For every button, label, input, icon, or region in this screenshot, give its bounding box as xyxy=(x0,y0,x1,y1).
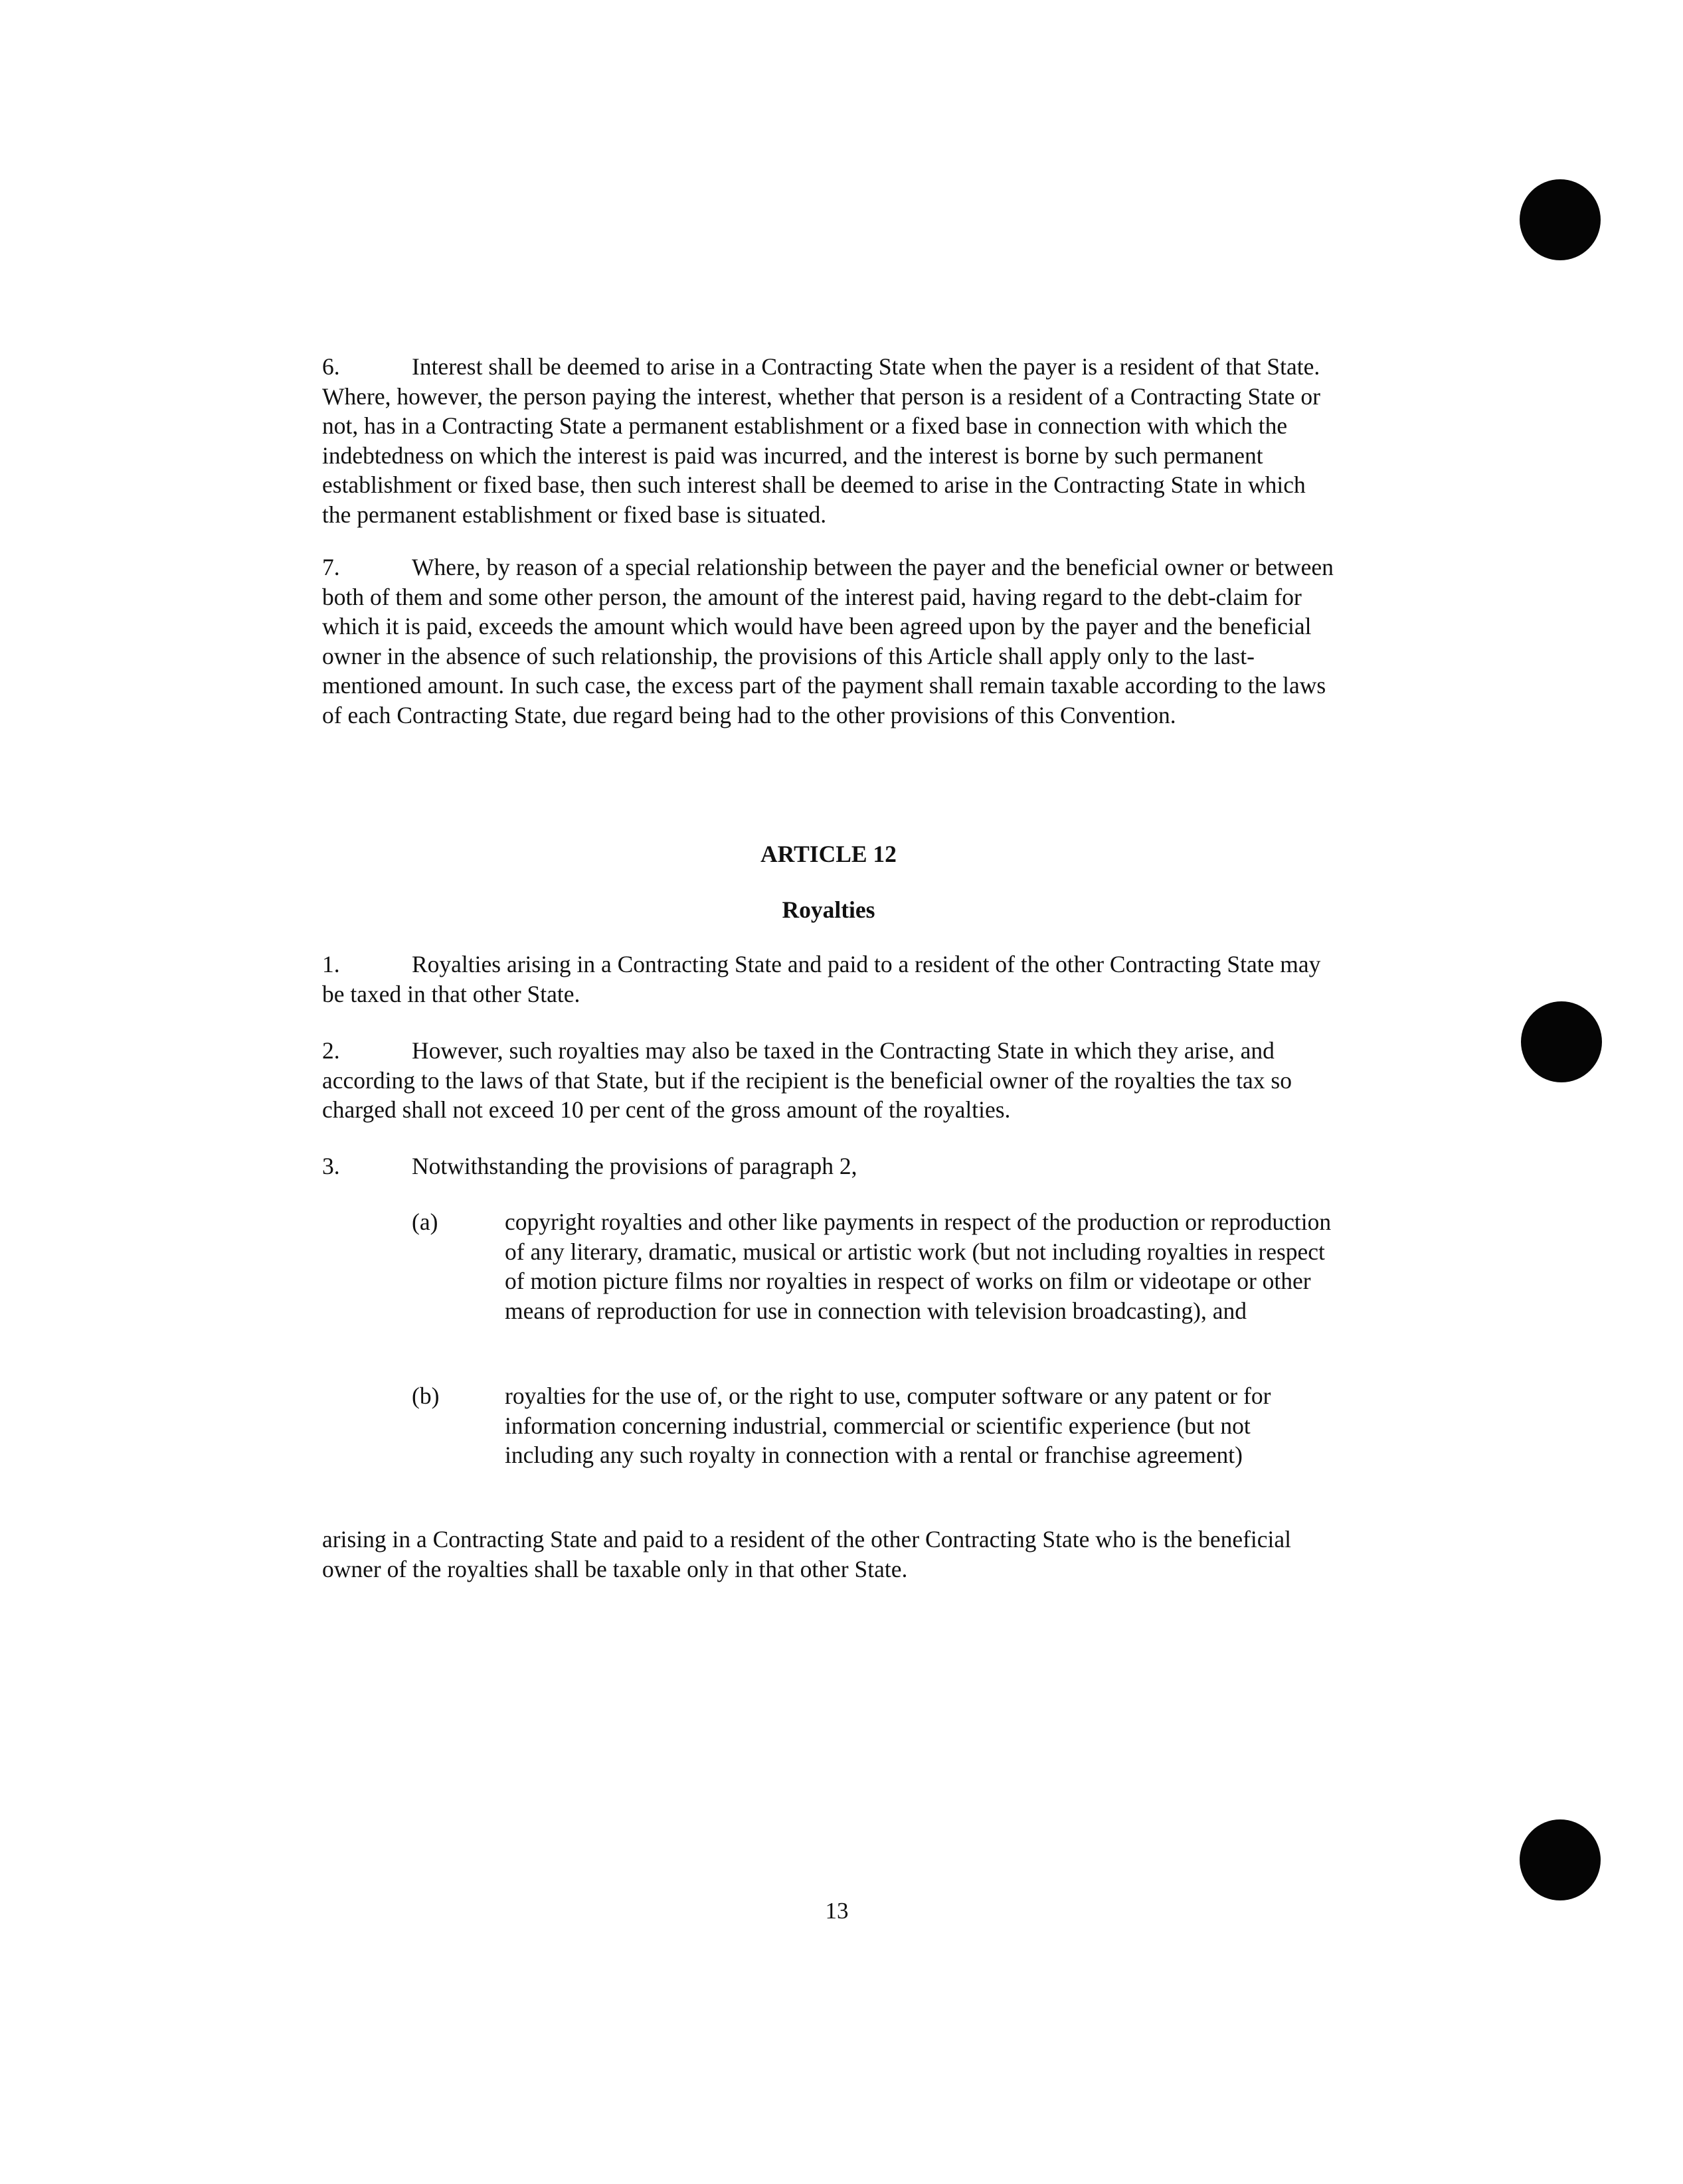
paragraph-text: Where, by reason of a special relationship between the payer and the beneficial owner or between both of them and some other person, the amount of the interest paid, having regard to the debt-claim for which it is paid, exceeds the amount which would have been agreed upon by the payer and the beneficial owner in the absence of such relationship, the provisions of this Article shall apply only to the last-mentioned amount. In such case, the excess part of the payment shall remain taxable according to the laws of each Contracting State, due regard being had to the other provisions of this Convention. xyxy=(322,554,1334,728)
paragraph-number: 2. xyxy=(322,1037,340,1064)
article-title: Royalties xyxy=(782,896,875,923)
interest-paragraph-6 xyxy=(322,352,1335,529)
royalties-paragraph-3 xyxy=(322,1151,1335,1181)
interest-paragraph-7 xyxy=(322,552,1335,730)
punch-hole-top xyxy=(1520,179,1601,260)
subparagraph-a xyxy=(412,1207,1335,1360)
subparagraph-text: copyright royalties and other like payments in respect of the production or reproduction of any literary, dramatic, musical or artistic work (but not including royalties in respect of motion picture films nor royalties in respect of works on film or videotape or other means of reproduction for use in connection with television broadcasting), and xyxy=(505,1209,1332,1324)
subparagraph-text: royalties for the use of, or the right to use, computer software or any patent or for information concerning industrial, commercial or scientific experience (but not including any such royalty in connection with a rental or franchise agreement) xyxy=(505,1383,1271,1468)
royalties-paragraph-1 xyxy=(322,950,1335,1009)
paragraph-number: 3. xyxy=(322,1153,340,1179)
article-heading: ARTICLE 12 xyxy=(760,841,897,867)
punch-hole-bottom xyxy=(1520,1819,1601,1900)
paragraph-text: Interest shall be deemed to arise in a Contracting State when the payer is a resident of that State. Where, however, the person paying the interest, whether that person is a resident of a Contracting State or not, has in a Contracting State a permanent establishment or a fixed base in connection with which the indebtedness on which the interest is paid was incurred, and the interest is borne by such permanent establishment or fixed base, then such interest shall be deemed to arise in the Contracting State in which the permanent establishment or fixed base is situated. xyxy=(322,353,1320,528)
royalties-paragraph-2 xyxy=(322,1036,1335,1125)
page-number: 13 xyxy=(825,1898,849,1924)
paragraph-number: 7. xyxy=(322,554,340,580)
subparagraph-label: (a) xyxy=(412,1209,438,1235)
paragraph-text: Notwithstanding the provisions of paragraph 2, xyxy=(412,1153,857,1179)
royalties-closing-text: arising in a Contracting State and paid to a resident of the other Contracting State who is the beneficial owner of the royalties shall be taxable only in that other State. xyxy=(322,1526,1292,1582)
punch-hole-middle xyxy=(1521,1001,1602,1082)
paragraph-text: However, such royalties may also be taxed in the Contracting State in which they arise, and according to the laws of that State, but if the recipient is the beneficial owner of the royalties the tax so charged shall not exceed 10 per cent of the gross amount of the royalties. xyxy=(322,1037,1292,1123)
paragraph-number: 1. xyxy=(322,951,340,977)
paragraph-number: 6. xyxy=(322,353,340,380)
subparagraph-b xyxy=(412,1381,1335,1507)
subparagraph-label: (b) xyxy=(412,1383,440,1409)
paragraph-text: Royalties arising in a Contracting State and paid to a resident of the other Contracting State may be taxed in that other State. xyxy=(322,951,1321,1007)
